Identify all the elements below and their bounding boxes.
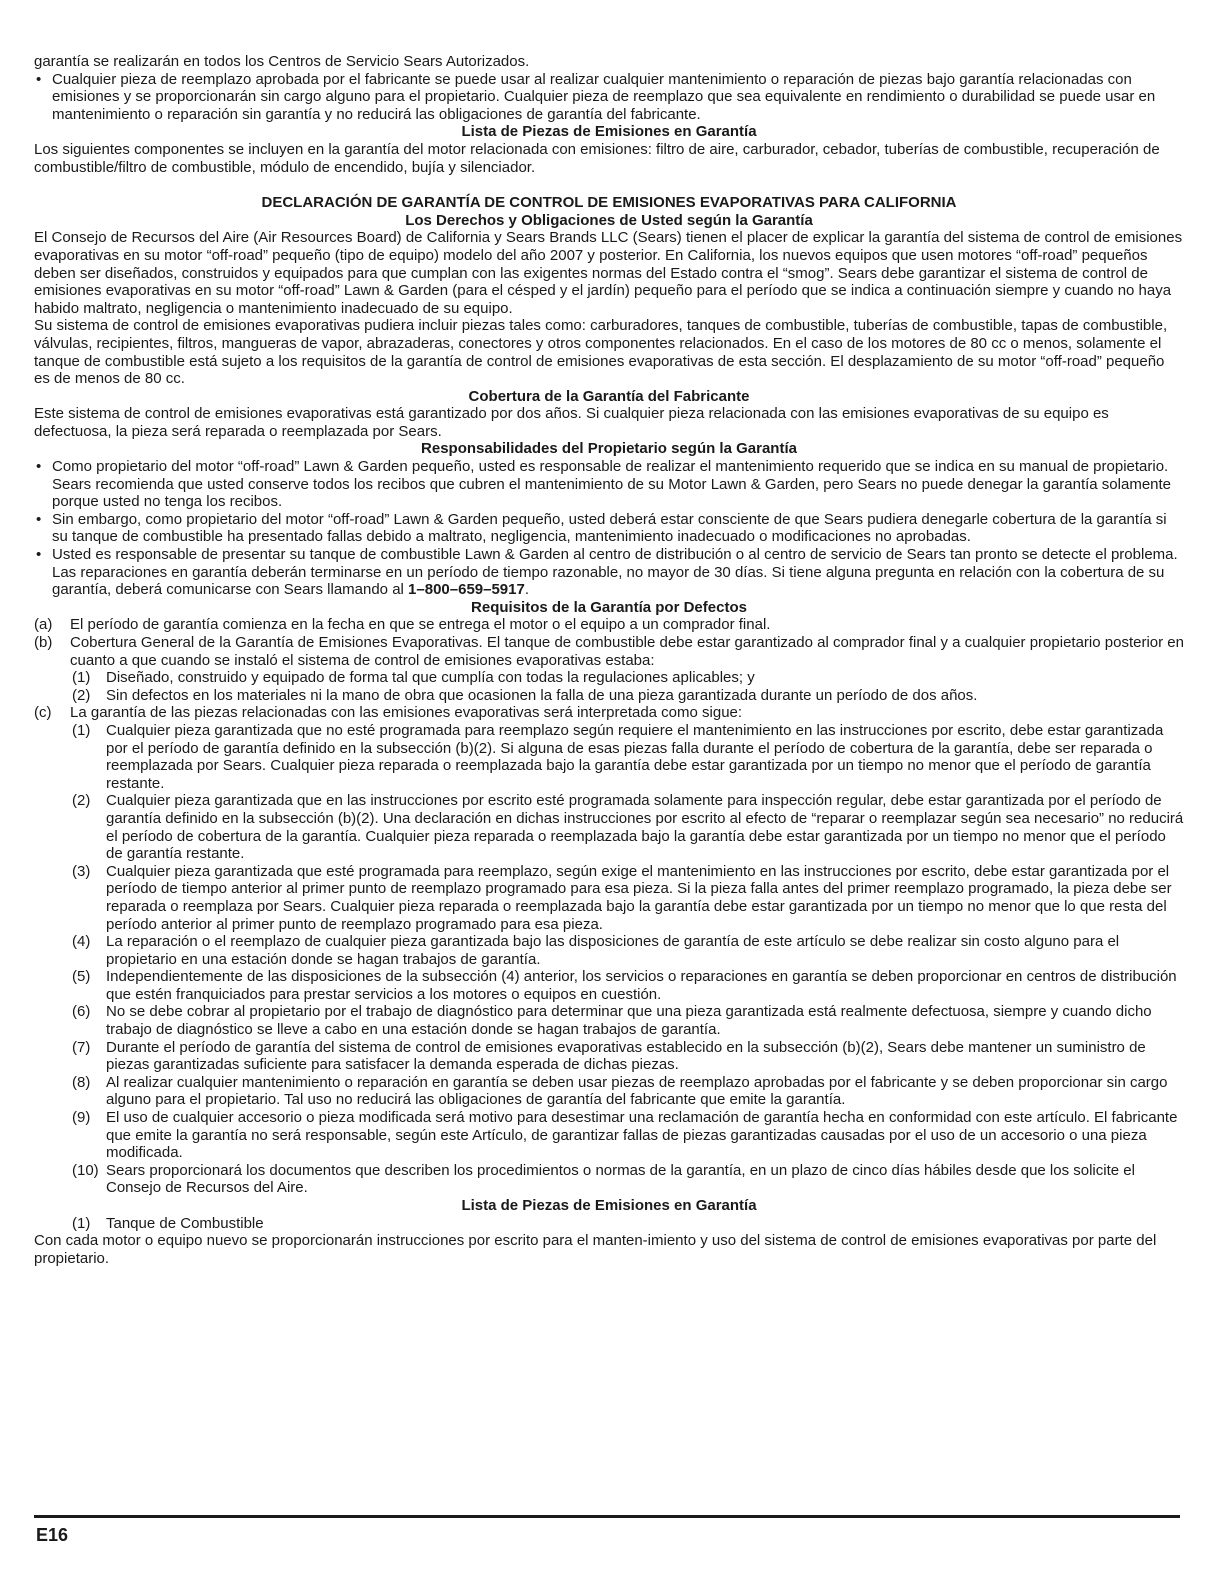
sub-clause-item <box>34 1003 1184 1038</box>
sub-clause-text: Cualquier pieza garantizada que en las instrucciones por escrito esté programada solamente para inspección regular, debe estar garantizada por el período de garantía definido en la subsección (b)(2). Una declaración en dichas instrucciones por escrito al efecto de “reparar o reemplazar según sea necesario” no reducirá el período de cobertura de la garantía. Cualquier pieza reparada o reemplazada bajo la garantía debe estar garantizada por un tiempo no menor que el período de garantía restante. <box>106 792 1184 863</box>
manufacturer-coverage-heading: Cobertura de la Garantía del Fabricante <box>468 387 750 405</box>
sub-clause-item <box>34 669 1184 687</box>
responsibility-bullet <box>34 546 1184 599</box>
clause-marker: (b) <box>34 634 53 651</box>
continued-paragraph: garantía se realizarán en todos los Centros de Servicio Sears Autorizados. <box>34 53 530 70</box>
clause-text: La garantía de las piezas relacionadas con las emisiones evaporativas será interpretada como sigue: <box>70 704 743 722</box>
clause-a <box>34 616 1184 634</box>
sub-clause-marker: (8) <box>72 1073 91 1091</box>
sub-clause-item <box>34 933 1184 968</box>
clause-b <box>34 634 1184 669</box>
clause-text: El período de garantía comienza en la fecha en que se entrega el motor o el equipo a un comprador final. <box>70 616 771 634</box>
sub-clause-text: El uso de cualquier accesorio o pieza modificada será motivo para desestimar una reclamación de garantía hecha en conformidad con este artículo. El fabricante que emite la garantía no será responsable, según este Artículo, de garantizar fallas de piezas garantizadas causadas por el uso de un accesorio o una pieza modificada. <box>106 1109 1178 1162</box>
footer-rule <box>34 1515 1180 1518</box>
sub-clause-marker: (2) <box>72 686 91 704</box>
sub-clause-text: Al realizar cualquier mantenimiento o reparación en garantía se deben usar piezas de reemplazo aprobadas por el fabricante y se deben proporcionar sin cargo alguno para el propietario. Tal uso no reducirá las obligaciones de garantía del fabricante que emite la garantía. <box>106 1073 1168 1109</box>
clause-text: Cobertura General de la Garantía de Emisiones Evaporativas. El tanque de combustible debe estar garantizado al comprador final y a cualquier propietario posterior en cuanto a que cuando se instaló el sistema de control de emisiones evaporativas estaba: <box>70 634 1184 669</box>
sub-clause-item <box>34 1074 1184 1109</box>
sub-clause-item <box>34 1109 1184 1162</box>
sub-clause-text: La reparación o el reemplazo de cualquier pieza garantizada bajo las disposiciones de garantía de este artículo se debe realizar sin costo alguno para el propietario en una estación donde se hagan trabajos de garantía. <box>106 933 1120 968</box>
emission-parts-paragraph: Los siguientes componentes se incluyen en la garantía del motor relacionada con emisiones: filtro de aire, carburador, cebador, tuberías de combustible, recuperación de combustible/filtro de combustible, módulo de encendido, bujía y silenciador. <box>34 140 1160 176</box>
sub-clause-item <box>34 1162 1184 1197</box>
sub-clause-item <box>34 863 1184 933</box>
sub-clause-item <box>34 722 1184 792</box>
phone-number: 1–800–659–5917 <box>408 581 525 599</box>
sub-clause-item <box>34 792 1184 862</box>
sub-clause-marker: (2) <box>72 792 91 810</box>
sub-clause-item <box>34 687 1184 705</box>
sub-clause-text: Sears proporcionará los documentos que describen los procedimientos o normas de la garantía, en un plazo de cinco días hábiles desde que los solicite el Consejo de Recursos del Aire. <box>106 1161 1135 1197</box>
replacement-parts-bullet: • Cualquier pieza de reemplazo aprobada por el fabricante se puede usar al realizar cualquier mantenimiento o reparación de piezas bajo garantía relacionadas con emisiones y se proporcionarán sin cargo alguno para el propietario. Cualquier pieza de reemplazo que sea equivalente en rendimiento o durabilidad se puede usar en mantenimiento o reparación sin garantía y no reducirá las obligaciones de garantía del fabricante. <box>34 71 1184 124</box>
sub-clause-text: Independientemente de las disposiciones de la subsección (4) anterior, los servicios o reparaciones en garantía se deben proporcionar en centros de distribución que estén franquiciados para prestar servicios a los motores o equipos en cuestión. <box>106 968 1177 1003</box>
punctuation: . <box>524 581 530 599</box>
intro-paragraph: El Consejo de Recursos del Aire (Air Resources Board) de California y Sears Brands LLC (Sears) tienen el placer de explicar la garantía del sistema de control de emisiones evaporativas en su motor “off-road” pequeño (tipo de equipo) modelo del año 2007 y posterior. En California, los nuevos equipos que usen motores “off-road” pequeños deben ser diseñados, construidos y equipados para que cumplan con las exigentes normas del Estado contra el “smog”. Sears debe garantizar el sistema de control de emisiones evaporativas en su motor “off-road” Lawn & Garden (para el césped y el jardín) pequeño para el período que se indica a continuación siempre y cuando no haya habido maltrato, negligencia o mantenimiento inadecuado de su equipo. <box>34 229 1183 317</box>
sub-clause-marker: (6) <box>72 1003 91 1021</box>
document-body <box>34 53 1184 1267</box>
clause-marker: (c) <box>34 704 52 722</box>
responsibility-bullet: • Sin embargo, como propietario del motor “off-road” Lawn & Garden pequeño, usted deberá estar consciente de que Sears pudiera denegarle cobertura de la garantía si su tanque de combustible ha presentado fallas debido a maltrato, negligencia, mantenimiento inadecuado o modificaciones no aprobadas. <box>34 511 1184 546</box>
item-text: Tanque de Combustible <box>106 1214 264 1232</box>
sub-clause-text: Diseñado, construido y equipado de forma tal que cumplía con todas la regulaciones aplicables; y <box>106 669 755 687</box>
warranty-parts-list-heading: Lista de Piezas de Emisiones en Garantía <box>461 1197 757 1214</box>
responsibility-text: Usted es responsable de presentar su tanque de combustible Lawn & Garden al centro de distribución o al centro de servicio de Sears tan pronto se detecte el problema. Las reparaciones en garantía deberán terminarse en un período de tiempo razonable, no mayor de 30 días. Si tiene alguna pregunta en relación con la cobertura de su garantía, deberá comunicarse con Sears llamando al <box>52 546 1178 599</box>
sub-clause-item <box>34 968 1184 1003</box>
sub-clause-marker: (5) <box>72 968 91 986</box>
parts-list-item <box>34 1215 1184 1233</box>
clause-b-list <box>34 669 1184 704</box>
sub-clause-text: Cualquier pieza garantizada que esté programada para reemplazo, según exige el mantenimiento en las instrucciones por escrito, debe estar garantizada por el período de tiempo anterior al primer punto de reemplazo programado para esa pieza. Si la pieza falla antes del primer reemplazo programado, la pieza debe ser reparada o reemplaza por Sears. Cualquier pieza reparada o reemplazada bajo la garantía debe estar garantizada por un tiempo no menor que lo que resta del período anterior al primer punto de reemplazo programado para esa pieza. <box>106 862 1172 933</box>
sub-clause-marker: (10) <box>72 1161 99 1179</box>
sub-clause-marker: (7) <box>72 1038 91 1056</box>
sub-clause-text: Sin defectos en los materiales ni la mano de obra que ocasionen la falla de una pieza garantizada durante un período de dos años. <box>106 686 978 704</box>
sub-clause-item <box>34 1039 1184 1074</box>
clause-c-list <box>34 722 1184 1197</box>
emission-parts-heading: Lista de Piezas de Emisiones en Garantía <box>461 123 757 141</box>
clause-marker: (a) <box>34 616 53 634</box>
sub-clause-marker: (9) <box>72 1109 91 1127</box>
closing-paragraph: Con cada motor o equipo nuevo se proporcionarán instrucciones por escrito para el manten-imiento y uso del sistema de control de emisiones evaporativas por parte del propietario. <box>34 1232 1157 1267</box>
manufacturer-coverage-paragraph: Este sistema de control de emisiones evaporativas está garantizado por dos años. Si cualquier pieza relacionada con las emisiones evaporativas de su equipo es defectuosa, la pieza será reparada o reemplazada por Sears. <box>34 405 1109 440</box>
defects-requirements-heading: Requisitos de la Garantía por Defectos <box>471 598 747 616</box>
owner-responsibilities-heading: Responsabilidades del Propietario según la Garantía <box>421 440 797 458</box>
sub-clause-marker: (4) <box>72 933 91 951</box>
sub-clause-marker: (1) <box>72 669 91 687</box>
responsibility-bullet: • Como propietario del motor “off-road” Lawn & Garden pequeño, usted es responsable de realizar el mantenimiento requerido que se indica en su manual de propietario. Sears recomienda que usted conserve todos los recibos que cubren el mantenimiento de su Motor Lawn & Garden, pero Sears no puede denegar la garantía solamente porque usted no tenga los recibos. <box>34 458 1184 511</box>
sub-clause-text: Durante el período de garantía del sistema de control de emisiones evaporativas establecido en la subsección (b)(2), Sears debe mantener un suministro de piezas garantizadas suficiente para satisfacer la demanda esperada de dichas piezas. <box>106 1038 1146 1074</box>
sub-clause-marker: (1) <box>72 721 91 739</box>
sub-clause-marker: (3) <box>72 862 91 880</box>
sub-clause-text: Cualquier pieza garantizada que no esté programada para reemplazo según requiere el mantenimiento en las instrucciones por escrito, debe estar garantizada por el período de garantía definido en la subsección (b)(2). Si alguna de esas piezas falla durante el período de cobertura de la garantía, debe ser reparada o reemplazada por Sears. Cualquier pieza reparada o reemplazada bajo la garantía debe estar garantizada por un tiempo no menor que el período de garantía restante. <box>106 721 1164 792</box>
clause-c <box>34 704 1184 722</box>
page-number: E16 <box>36 1525 69 1545</box>
rights-obligations-subtitle: Los Derechos y Obligaciones de Usted según la Garantía <box>405 211 813 229</box>
item-marker: (1) <box>72 1214 91 1232</box>
california-warranty-title: DECLARACIÓN DE GARANTÍA DE CONTROL DE EMISIONES EVAPORATIVAS PARA CALIFORNIA <box>261 194 957 212</box>
system-parts-paragraph: Su sistema de control de emisiones evaporativas pudiera incluir piezas tales como: carburadores, tanques de combustible, tuberías de combustible, tapas de combustible, válvulas, recipientes, filtros, mangueras de vapor, abrazaderas, conectores y otros componentes relacionados. En el caso de los motores de 80 cc o menos, solamente el tanque de combustible está sujeto a los requisitos de la garantía de control de emisiones evaporativas de esta sección. El desplazamiento de su motor “off-road” pequeño es de menos de 80 cc. <box>34 317 1168 388</box>
sub-clause-text: No se debe cobrar al propietario por el trabajo de diagnóstico para determinar que una pieza garantizada está realmente defectuosa, siempre y cuando dicho trabajo de diagnóstico se lleve a cabo en una estación donde se hagan trabajos de garantía. <box>106 1003 1152 1039</box>
